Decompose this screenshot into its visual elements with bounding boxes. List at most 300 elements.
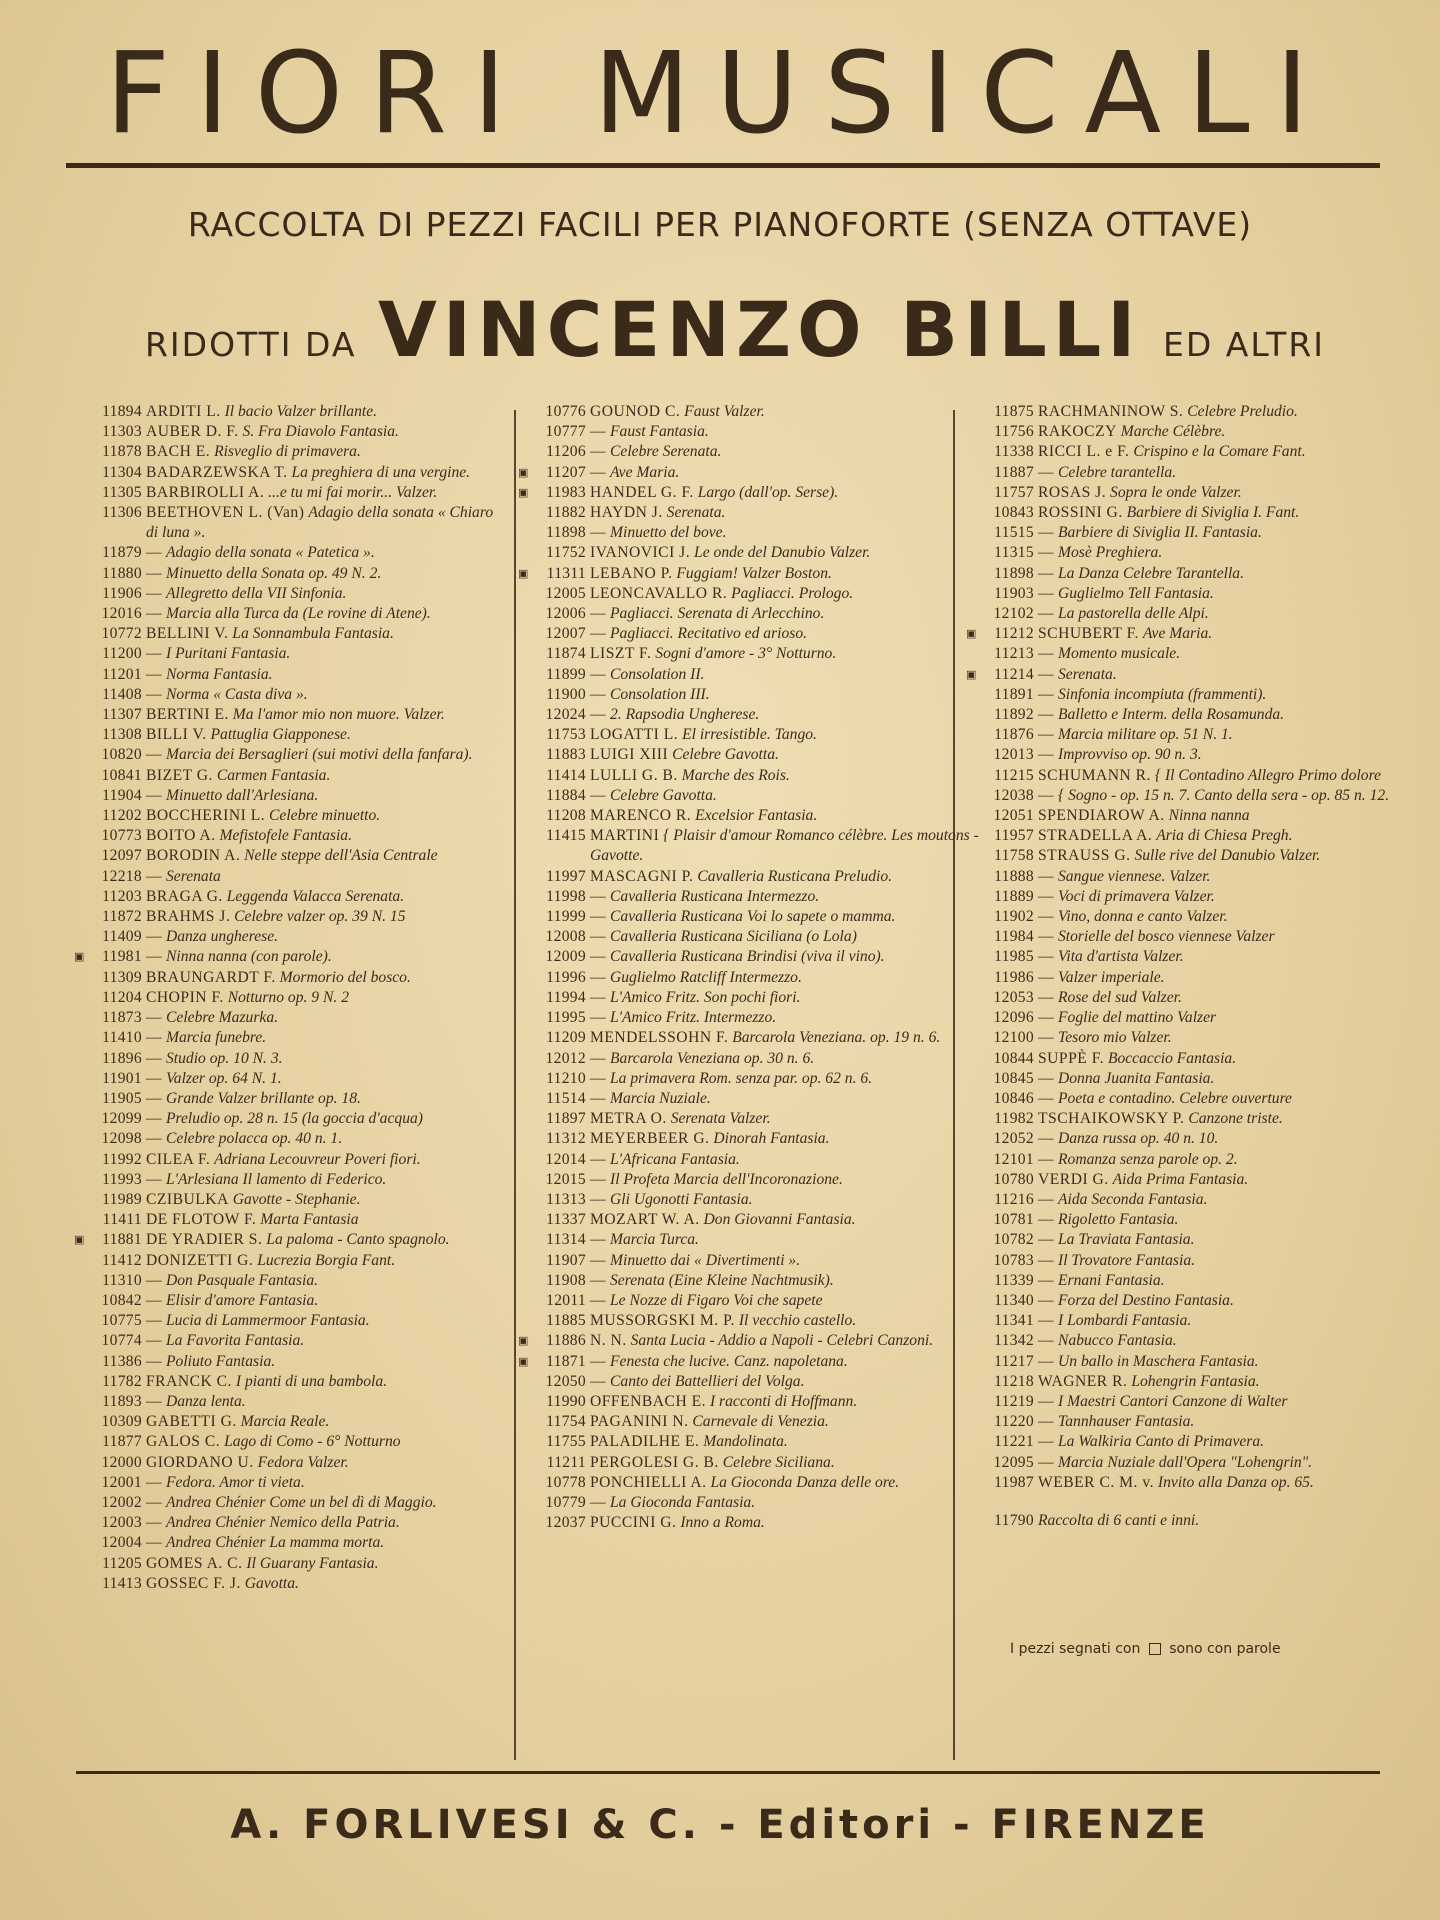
catalog-number: 11876 [994,726,1034,744]
composer: HANDEL G. F. [590,483,694,501]
piece-title: Fuggiam! Valzer Boston. [676,564,832,582]
catalog-number: 11999 [546,908,586,926]
piece-title: L'Amico Fritz. Son pochi fiori. [610,988,801,1006]
entry-text [1038,1150,1440,1170]
catalog-entry [518,1049,1018,1069]
piece-title: Celebre minuetto. [269,807,381,825]
composer: — [146,645,163,663]
entry-text [590,1473,1018,1493]
catalog-entry [518,624,1018,644]
catalog-number: 12015 [545,1170,586,1188]
piece-title: Sulle rive del Danubio Valzer. [1134,847,1321,865]
entry-text [146,1372,504,1392]
composer: — [590,928,607,946]
entry-text [146,604,504,624]
entry-text [590,1372,1018,1392]
composer: — [1038,1312,1055,1330]
entry-text [146,1049,504,1069]
piece-title: Marche Célèbre. [1120,423,1226,441]
piece-title: La preghiera di una vergine. [291,463,471,481]
entry-text [1038,1129,1440,1149]
entry-text [146,1109,504,1129]
catalog-entry [518,1028,1018,1048]
piece-title: Serenata [166,867,221,885]
piece-title: Carmen Fantasia. [216,766,331,784]
entry-text [590,1432,1018,1452]
piece-title: Ma l'amor mio non muore. Valzer. [232,706,445,724]
entry-text [590,1028,1018,1048]
piece-title: Consolation II. [610,665,705,683]
composer: BRAHMS J. [146,908,231,926]
piece-title: Pagliacci. Serenata di Arlecchino. [610,605,825,623]
catalog-column-1 [74,402,504,1762]
catalog-number: 12011 [546,1291,586,1309]
catalog-entry [518,483,1018,503]
catalog-entry [966,402,1440,422]
composer: — [590,665,607,683]
entry-text [590,483,1018,503]
piece-title: Norma Fantasia. [166,665,273,683]
piece-title: I pianti di una bambola. [235,1372,388,1390]
piece-title: Cavalleria Rusticana Preludio. [697,867,893,885]
catalog-number: 12099 [101,1110,142,1128]
entry-text [590,806,1018,826]
catalog-entry [518,1331,1018,1351]
entry-text [1038,1109,1440,1129]
catalog-entry [74,1331,504,1351]
composer: — [1038,968,1055,986]
piece-title: La Favorita Fantasia. [166,1332,305,1350]
catalog-number: 11981 [102,948,142,966]
piece-title: Marcia dei Bersaglieri (sui motivi della fanfara). [166,746,473,764]
composer: CZIBULKA [146,1190,229,1208]
spacer [966,1493,1440,1511]
piece-title: L'Amico Fritz. Intermezzo. [610,1009,777,1027]
lyrics-mark-icon: ▣ [74,951,85,964]
entry-text [1038,644,1440,664]
piece-title: Celebre tarantella. [1058,463,1177,481]
entry-text [146,503,504,543]
catalog-entry [966,1473,1440,1493]
composer: — [146,584,163,602]
catalog-entry [966,1230,1440,1250]
catalog-number: 10773 [101,827,142,845]
entry-text [590,766,1018,786]
catalog-column-3 [966,402,1440,1762]
catalog-entry [74,564,504,584]
composer: — [146,948,163,966]
composer: BERTINI E. [146,706,229,724]
entry-text [590,584,1018,604]
catalog-number: 11215 [994,766,1034,784]
piece-title: Ave Maria. [1142,625,1213,643]
piece-title: I Puritani Fantasia. [166,645,291,663]
piece-title: Marche des Rois. [681,766,790,784]
catalog-entry [966,1129,1440,1149]
composer: — [590,1049,607,1067]
entry-text [1038,523,1440,543]
piece-title: Fedora. Amor ti vieta. [166,1473,305,1491]
piece-title: Allegretto della VII Sinfonia. [166,584,347,602]
byline-prefix: RIDOTTI DA [145,325,357,364]
catalog-entry [966,705,1440,725]
catalog-number: 11413 [102,1574,142,1592]
catalog-entry [518,1473,1018,1493]
catalog-entry [74,846,504,866]
composer: SCHUMANN R. [1038,766,1151,784]
catalog-number: 11879 [102,544,142,562]
catalog-number: 11412 [102,1251,142,1269]
piece-title: Marta Fantasia [260,1211,359,1229]
composer: BOCCHERINI L. [146,807,266,825]
catalog-entry [518,1372,1018,1392]
composer: RAKOCZY [1038,423,1117,441]
catalog-number: 11899 [546,665,586,683]
catalog-entry [518,1291,1018,1311]
entry-text [146,624,504,644]
entry-text [1038,1008,1440,1028]
catalog-number: 11987 [994,1473,1034,1491]
catalog-entry [518,968,1018,988]
entry-text [590,1089,1018,1109]
catalog-entry [518,1230,1018,1250]
catalog-number: 12002 [101,1493,142,1511]
composer: — [590,1372,607,1390]
piece-title: Don Pasquale Fantasia. [166,1271,319,1289]
composer: — [146,867,163,885]
catalog-entry [518,685,1018,705]
piece-title: Carnevale di Venezia. [692,1413,829,1431]
piece-title: Poliuto Fantasia. [166,1352,276,1370]
catalog-number: 11887 [994,463,1034,481]
piece-title: La Danza Celebre Tarantella. [1058,564,1244,582]
catalog-number: 11790 [994,1511,1034,1529]
piece-title: Minuetto del bove. [610,524,727,542]
catalog-entry [966,1331,1440,1351]
composer: — [590,706,607,724]
catalog-entry [966,503,1440,523]
catalog-entry [74,786,504,806]
entry-text [590,1069,1018,1089]
catalog-number: 11902 [994,908,1034,926]
entry-text [1038,988,1440,1008]
catalog-number: 11514 [546,1089,586,1107]
catalog-entry [74,402,504,422]
catalog-number: 11411 [102,1211,142,1229]
composer: — [146,786,163,804]
catalog-number: 10820 [101,746,142,764]
catalog-entry [966,463,1440,483]
entry-text [1038,1291,1440,1311]
catalog-entry [966,907,1440,927]
composer: BELLINI V. [146,625,229,643]
catalog-entry [74,1412,504,1432]
entry-text [590,1311,1018,1331]
entry-text [1038,1190,1440,1210]
piece-title: Invito alla Danza op. 65. [1157,1473,1314,1491]
composer: — [1038,1211,1055,1229]
composer: — [590,625,607,643]
catalog-number: 11782 [102,1372,142,1390]
catalog-number: 11905 [102,1089,142,1107]
composer: — [146,1170,163,1188]
piece-title: Danza ungherese. [166,928,279,946]
catalog-number: 10779 [545,1493,586,1511]
piece-title: Adagio della sonata « Chiaro di luna ». [146,504,494,542]
catalog-entry [74,705,504,725]
catalog-entry [74,442,504,462]
piece-title: Canto dei Battellieri del Volga. [610,1372,805,1390]
piece-title: Mefistofele Fantasia. [219,827,352,845]
catalog-entry [518,1069,1018,1089]
entry-text [1038,1392,1440,1412]
catalog-number: 11985 [994,948,1034,966]
composer: — [146,665,163,683]
composer: N. N. [590,1332,627,1350]
piece-title: Raccolta di 6 canti e inni. [1038,1511,1200,1529]
catalog-entry [518,887,1018,907]
catalog-number: 10309 [101,1413,142,1431]
entry-text [590,523,1018,543]
piece-title: Faust Fantasia. [610,423,709,441]
catalog-entry [518,604,1018,624]
composer: BOITO A. [146,827,216,845]
composer: — [590,1170,607,1188]
composer: BIZET G. [146,766,213,784]
entry-text [1038,1049,1440,1069]
entry-text [1038,422,1440,442]
catalog-number: 11896 [102,1049,142,1067]
catalog-entry [966,1210,1440,1230]
entry-text [146,1533,504,1553]
catalog-entry [518,1150,1018,1170]
catalog-number: 11339 [994,1271,1034,1289]
catalog-entry [966,887,1440,907]
catalog [74,402,1394,1762]
entry-text [146,1392,504,1412]
catalog-number: 11201 [102,665,142,683]
composer: — [146,1271,163,1289]
catalog-entry [518,1251,1018,1271]
catalog-entry [518,1170,1018,1190]
catalog-number: 11309 [102,968,142,986]
composer: PAGANINI N. [590,1413,689,1431]
piece-title: L'Arlesiana Il lamento di Federico. [166,1170,387,1188]
piece-title: Adriana Lecouvreur Poveri fiori. [214,1150,421,1168]
entry-text [1038,705,1440,725]
catalog-number: 11884 [546,786,586,804]
catalog-entry [966,1008,1440,1028]
catalog-entry [966,846,1440,866]
piece-title: Cavalleria Rusticana Intermezzo. [610,887,820,905]
piece-title: Mandolinata. [703,1433,788,1451]
composer: VERDI G. [1038,1170,1109,1188]
composer: — [1038,908,1055,926]
entry-text [146,968,504,988]
piece-title: Risveglio di primavera. [214,443,361,461]
composer: SUPPÈ F. [1038,1049,1105,1067]
catalog-number: 10846 [993,1089,1034,1107]
catalog-entry [966,1352,1440,1372]
catalog-entry [74,867,504,887]
composer: ROSSINI G. [1038,504,1123,522]
piece-title: Boccaccio Fantasia. [1107,1049,1237,1067]
catalog-number: 11217 [994,1352,1034,1370]
catalog-number: 11340 [994,1291,1034,1309]
piece-title: 2. Rapsodia Ungherese. [610,706,760,724]
piece-title: Aida Prima Fantasia. [1112,1170,1249,1188]
catalog-number: 12102 [993,605,1034,623]
catalog-entry [74,422,504,442]
entry-text [590,745,1018,765]
entry-text [146,1513,504,1533]
composer: PUCCINI G. [590,1514,677,1532]
catalog-entry [518,1493,1018,1513]
catalog-number: 11996 [546,968,586,986]
catalog-number: 12014 [545,1150,586,1168]
piece-title: Barbiere di Siviglia II. Fantasia. [1058,524,1262,542]
composer: — [1038,685,1055,703]
catalog-entry [518,826,1018,866]
entry-text [590,665,1018,685]
entry-text [1038,1352,1440,1372]
entry-text [146,1129,504,1149]
entry-text [1038,766,1440,786]
catalog-entry [74,887,504,907]
catalog-number: 11888 [994,867,1034,885]
piece-title: Barcarola Veneziana. op. 19 n. 6. [732,1029,941,1047]
piece-title: Crispino e la Comare Fant. [1133,443,1306,461]
composer: MOZART W. A. [590,1211,700,1229]
catalog-entry [74,927,504,947]
catalog-entry [518,1311,1018,1331]
piece-title: Preludio op. 28 n. 15 (la goccia d'acqua) [166,1110,423,1128]
composer: — [590,605,607,623]
composer: — [146,1089,163,1107]
composer: CHOPIN F. [146,988,224,1006]
catalog-number: 10841 [101,766,142,784]
composer: — [590,1069,607,1087]
catalog-number: 12009 [545,948,586,966]
piece-title: Danza russa op. 40 n. 10. [1058,1130,1219,1148]
catalog-number: 12008 [545,928,586,946]
catalog-number: 11990 [546,1392,586,1410]
catalog-number: 11515 [994,524,1034,542]
composer: — [146,605,163,623]
byline-suffix: ED ALTRI [1163,325,1325,364]
composer: — [146,1049,163,1067]
composer: — [146,1291,163,1309]
piece-title: ...e tu mi fai morir... Valzer. [268,483,438,501]
piece-title: Celebre Siciliana. [722,1453,835,1471]
composer: BORODIN A. [146,847,241,865]
piece-title: Forza del Destino Fantasia. [1058,1291,1234,1309]
catalog-entry [74,1008,504,1028]
entry-text [1038,1069,1440,1089]
composer: — [146,1110,163,1128]
composer: PONCHIELLI A. [590,1473,707,1491]
piece-title: Celebre Serenata. [610,443,722,461]
composer: — [1038,1150,1055,1168]
catalog-entry [518,503,1018,523]
piece-title: Dinorah Fantasia. [713,1130,830,1148]
piece-title: Guglielmo Tell Fantasia. [1058,584,1214,602]
catalog-entry [74,1392,504,1412]
entry-text [590,1129,1018,1149]
entry-text [146,887,504,907]
piece-title: Canzone triste. [1188,1110,1283,1128]
entry-text [1038,1028,1440,1048]
composer: — [1038,645,1055,663]
catalog-number: 11410 [102,1029,142,1047]
piece-title: La Traviata Fantasia. [1058,1231,1195,1249]
catalog-number: 11901 [102,1069,142,1087]
piece-title: Il Guarany Fantasia. [246,1554,379,1572]
catalog-number: 11997 [546,867,586,885]
piece-title: Inno a Roma. [680,1514,765,1532]
piece-title: Fedora Valzer. [257,1453,349,1471]
lyrics-mark-icon: ▣ [518,1355,529,1368]
catalog-entry [966,1271,1440,1291]
entry-text [590,826,1018,866]
piece-title: Cavalleria Rusticana Brindisi (viva il vino). [610,948,885,966]
catalog-entry [74,826,504,846]
catalog-number: 11995 [546,1009,586,1027]
catalog-number: 11894 [102,403,142,420]
piece-title: Il bacio Valzer brillante. [224,403,378,420]
catalog-entry [966,927,1440,947]
composer: — [1038,1009,1055,1027]
piece-title: Sinfonia incompiuta (frammenti). [1058,685,1267,703]
catalog-entry [966,685,1440,705]
catalog-entry [74,543,504,563]
composer: ARDITI L. [146,403,221,420]
footer-rule [76,1771,1380,1774]
catalog-number: 11986 [994,968,1034,986]
catalog-entry [966,786,1440,806]
entry-text [146,806,504,826]
entry-text [1038,1089,1440,1109]
catalog-number: 12004 [101,1534,142,1552]
catalog-entry [74,1453,504,1473]
catalog-entry [966,624,1440,644]
piece-title: Vino, donna e canto Valzer. [1058,908,1228,926]
entry-text [146,1150,504,1170]
catalog-number: 11874 [546,645,586,663]
catalog-entry [518,947,1018,967]
catalog-entry [518,564,1018,584]
entry-text [146,725,504,745]
composer: — [146,1534,163,1552]
editor-name: VINCENZO BILLI [377,285,1142,374]
piece-title: Excelsior Fantasia. [695,807,818,825]
composer: — [1038,463,1055,481]
composer: MARTINI [590,827,660,845]
composer: — [590,524,607,542]
piece-title: Cavalleria Rusticana Siciliana (o Lola) [610,928,857,946]
composer: — [146,1130,163,1148]
piece-title: Serenata. [666,504,726,522]
entry-text [590,442,1018,462]
lyrics-mark-icon: ▣ [518,567,529,580]
catalog-number: 10772 [101,625,142,643]
catalog-number: 11209 [546,1029,586,1047]
entry-text [1038,786,1440,806]
piece-title: Nelle steppe dell'Asia Centrale [244,847,438,865]
catalog-number: 12000 [101,1453,142,1471]
entry-text [590,1493,1018,1513]
catalog-number: 10774 [101,1332,142,1350]
